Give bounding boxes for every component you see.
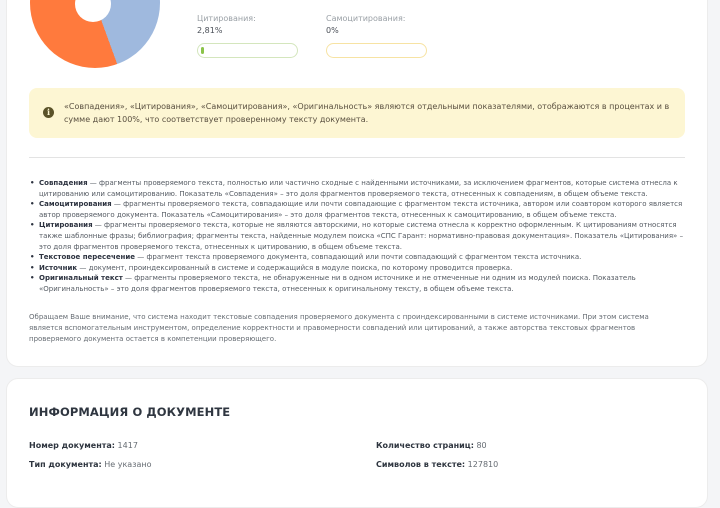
definition-item <box>29 273 689 294</box>
definition-text: — фрагменты проверяемого текста, которые не являются авторскими, но которые система отнесла к корректно оформленным. К цитированиям относятся также шаблонные фразы; библиография; фрагменты текста, найденные модулем поиска «СПС Гарант: нормативно-правовая документация». Показатель «Цитирования» – это доля фрагментов проверяемого текста, отнесенных к цитированию, в общем объеме текста. <box>39 221 684 251</box>
field-value: 80 <box>476 441 487 450</box>
metric-label: Самоцитирования: <box>326 14 406 23</box>
definition-term: Цитирования <box>39 221 93 230</box>
doc-type-field <box>29 460 151 469</box>
definition-item <box>29 178 689 199</box>
info-notice <box>29 88 685 138</box>
notice-text: «Совпадения», «Цитирования», «Самоцитирования», «Оригинальность» являются отдельными показателями, отображаются в процентах и в сумме дают 100%, что соответствует проверенному тексту документа. <box>64 102 670 124</box>
metric-citations <box>197 14 256 35</box>
definition-text: — фрагмент текста проверяемого документа, совпадающий или почти совпадающий с фрагментом текста источника. <box>135 253 582 262</box>
definition-text: — фрагменты проверяемого текста, совпадающие или почти совпадающие с фрагментом текста источника, автором или соавтором которого является автор проверяемого документа. Показатель «Самоцитирования» – это доля фрагментов текста, отнесенных к самоцитированию, в общем объеме текста. <box>39 200 683 219</box>
doc-number-field <box>29 441 138 450</box>
definition-term: Оригинальный текст <box>39 274 123 283</box>
definition-item <box>29 220 689 252</box>
citations-progress-bar <box>197 43 298 58</box>
definition-item <box>29 199 689 220</box>
field-label: Номер документа: <box>29 441 115 450</box>
definition-text: — документ, проиндексированный в системе и содержащийся в модуле поиска, по которому проводится проверка. <box>77 263 513 272</box>
field-label: Символов в тексте: <box>376 460 466 469</box>
definitions-list <box>29 178 689 295</box>
definition-term: Самоцитирования <box>39 200 112 209</box>
metric-value: 0% <box>326 26 339 35</box>
metric-label: Цитирования: <box>197 14 256 23</box>
disclaimer-note: Обращаем Ваше внимание, что система находит текстовые совпадения проверяемого документа с проиндексированными в системе источниками. При этом система является вспомогательным инструментом, определение корректности и правомерности совпадений или цитирований, а также авторства текстовых фрагментов проверяемого документа остается в компетенции проверяющего. <box>29 313 649 343</box>
metric-value: 2,81% <box>197 26 223 35</box>
section-divider <box>29 157 685 158</box>
document-info-title: ИНФОРМАЦИЯ О ДОКУМЕНТЕ <box>29 405 231 419</box>
definition-item <box>29 252 689 263</box>
definition-term: Текстовое пересечение <box>39 253 135 262</box>
field-value: 127810 <box>467 460 499 469</box>
field-value: 1417 <box>117 441 138 450</box>
field-label: Количество страниц: <box>376 441 474 450</box>
definition-text: — фрагменты проверяемого текста, полностью или частично сходные с найденными источниками, за исключением фрагментов, которые система отнесла к цитированию или самоцитированию. Показатель «Совпадения» – это доля фрагментов проверяемого текста, отнесенных к совпадениям, в общем объеме текста. <box>39 179 678 198</box>
field-label: Тип документа: <box>29 460 102 469</box>
metric-self-citations <box>326 14 405 35</box>
definition-term: Совпадения <box>39 179 88 187</box>
field-value: Не указано <box>104 460 152 469</box>
self-citations-progress-bar <box>326 43 427 58</box>
definition-term: Источник <box>39 263 78 272</box>
definition-text: — фрагменты проверяемого текста, не обнаруженные ни в одном источнике и не отмеченные ни одним из модулей поиска. Показатель «Оригинальность» – это доля фрагментов проверяемого текста, отнесенных к оригинальному тексту, в общем объеме текста. <box>39 274 636 293</box>
citations-progress-fill <box>201 47 204 54</box>
info-icon: i <box>43 107 54 118</box>
char-count-field <box>376 460 498 469</box>
definition-item <box>29 263 689 274</box>
page-count-field <box>376 441 487 450</box>
